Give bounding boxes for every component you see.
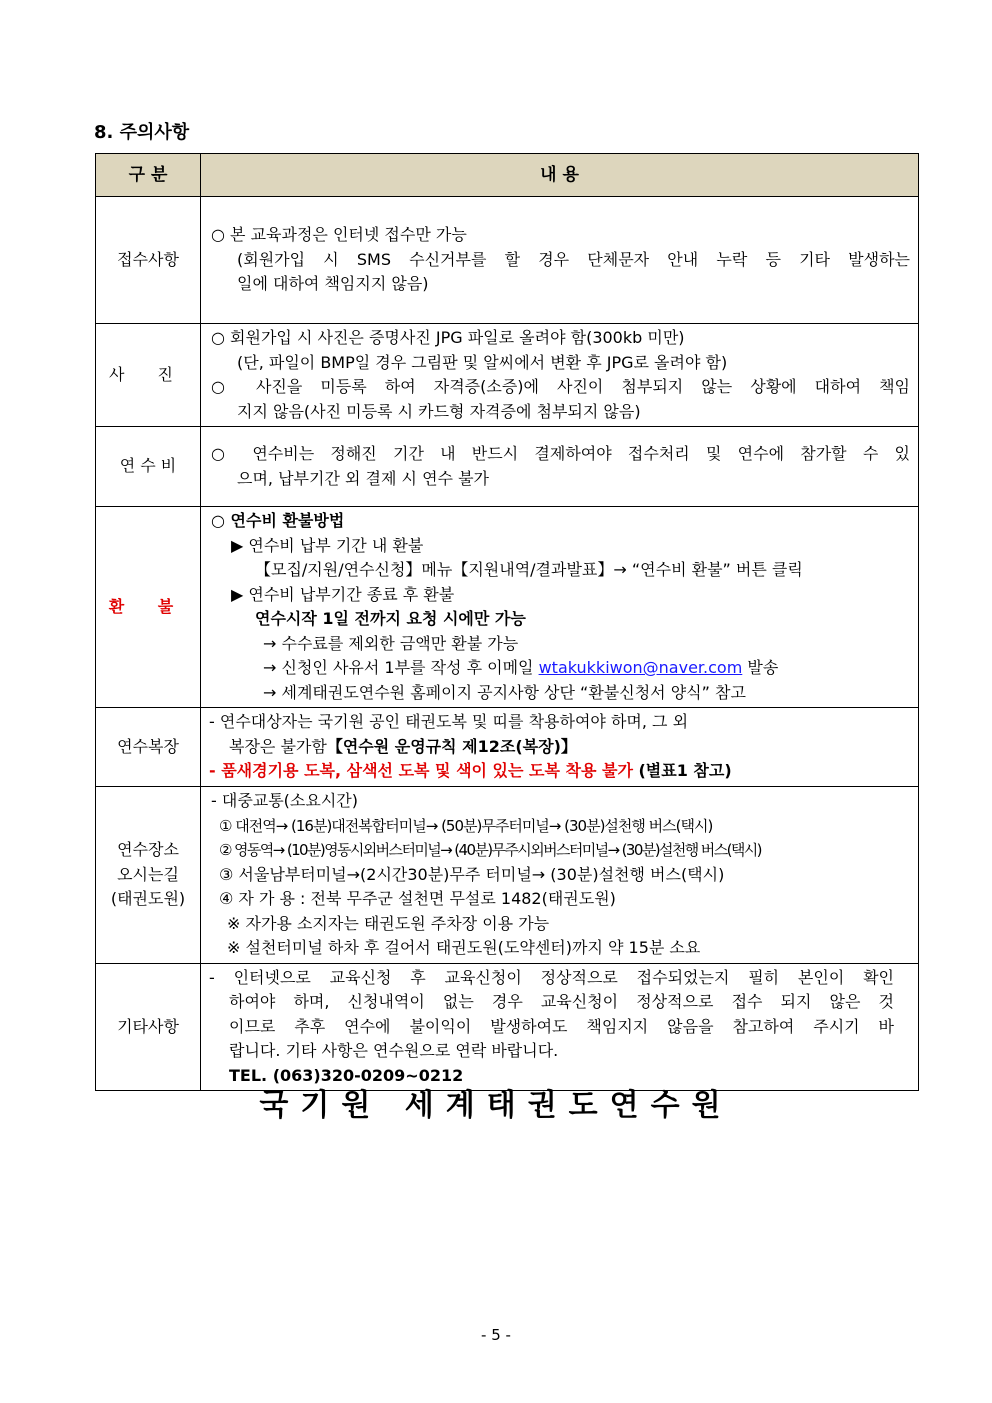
notice-table xyxy=(95,153,919,1091)
refund-item-2-c: → 세계태권도연수원 홈페이지 공지사항 상단 “환불신청서 양식” 참고 xyxy=(263,682,746,702)
content-line: ○ 회원가입 시 사진은 증명사진 JPG 파일로 올려야 함(300kb 미만) xyxy=(211,328,685,347)
directions-line: ② 영동역→ (10분)영동시외버스터미널→ (40분)무주시외버스터미널→ (30분)설천행 버스(택시) xyxy=(219,841,761,859)
table-row xyxy=(96,963,919,1091)
table-row xyxy=(96,427,919,507)
directions-line: - 대중교통(소요시간) xyxy=(211,791,358,810)
row-label-directions xyxy=(96,787,201,964)
content-line: ○ 본 교육과정은 인터넷 접수만 가능 xyxy=(211,225,467,245)
refund-item-1: ▶ 연수비 납부 기간 내 환불 xyxy=(231,535,424,555)
content-line: ○ 연수비는 정해진 기간 내 반드시 결제하여야 접수처리 및 연수에 참가할 수 있 xyxy=(211,444,910,463)
directions-label-line: 오시는길 xyxy=(117,864,179,884)
refund-item-2-a: → 수수료를 제외한 금액만 환불 가능 xyxy=(263,633,519,653)
refund-title: ○ 연수비 환불방법 xyxy=(211,511,345,530)
table-row xyxy=(96,324,919,427)
uniform-line-2-pre: 복장은 불가함 xyxy=(229,736,327,756)
table-row xyxy=(96,197,919,324)
row-label-fee: 연 수 비 xyxy=(96,427,201,507)
uniform-warning: 품새경기용 도복, 삼색선 도복 및 색이 있는 도복 착용 불가 xyxy=(221,761,633,781)
uniform-rule-ref: 【연수원 운영규칙 제12조(복장)】 xyxy=(326,736,577,756)
uniform-line-1: - 연수대상자는 국기원 공인 태권도복 및 띠를 착용하여야 하며, 그 외 xyxy=(209,712,689,732)
table-header-row xyxy=(96,154,919,197)
table-row xyxy=(96,787,919,964)
content-line: (단, 파일이 BMP일 경우 그림판 및 알씨에서 변환 후 JPG로 올려야 함) xyxy=(237,352,728,372)
refund-item-2-b-post: 발송 xyxy=(742,658,779,677)
content-line: 지지 않음(사진 미등록 시 카드형 자격증에 첨부되지 않음) xyxy=(237,401,641,421)
content-line: 일에 대하여 책임지지 않음) xyxy=(237,274,429,294)
header-content: 내 용 xyxy=(201,154,919,197)
uniform-line-3 xyxy=(209,759,910,784)
row-label-photo xyxy=(96,324,201,427)
row-content-photo xyxy=(201,324,919,427)
directions-line: ① 대전역→ (16분)대전복합터미널→ (50분)무주터미널→ (30분)설천행 버스(택시) xyxy=(219,816,713,835)
page-number: - 5 - xyxy=(481,1326,511,1344)
etc-line: 랍니다. 기타 사항은 연수원으로 연락 바랍니다. xyxy=(229,1041,559,1060)
row-label-etc: 기타사항 xyxy=(96,963,201,1091)
row-label-photo-text: 사 진 xyxy=(109,364,187,384)
content-line: 으며, 납부기간 외 결제 시 연수 불가 xyxy=(237,468,489,488)
row-content-etc xyxy=(201,963,919,1091)
refund-email-link[interactable]: wtakukkiwon@naver.com xyxy=(538,658,743,677)
directions-line: ③ 서울남부터미널→(2시간30분)무주 터미널→ (30분)설천행 버스(택시) xyxy=(219,864,725,884)
directions-line: ※ 자가용 소지자는 태권도원 주차장 이용 가능 xyxy=(227,913,550,933)
etc-tel: TEL. (063)320-0209~0212 xyxy=(229,1065,464,1085)
etc-line: 하여야 하며, 신청내역이 없는 경우 교육신청이 정상적으로 접수 되지 않은 것 xyxy=(229,992,894,1011)
row-label-refund-text: 환 불 xyxy=(108,596,188,616)
refund-item-2: ▶ 연수비 납부기간 종료 후 환불 xyxy=(231,584,455,604)
header-category: 구 분 xyxy=(96,154,201,197)
section-title: 8. 주의사항 xyxy=(94,122,190,143)
row-content-directions xyxy=(201,787,919,964)
row-content-reception xyxy=(201,197,919,324)
refund-item-2-condition: 연수시작 1일 전까지 요청 시에만 가능 xyxy=(255,609,526,628)
uniform-line-2 xyxy=(209,735,910,760)
row-label-reception: 접수사항 xyxy=(96,197,201,324)
row-content-fee xyxy=(201,427,919,507)
table-row xyxy=(96,507,919,708)
row-content-uniform xyxy=(201,708,919,787)
etc-line: 이므로 추후 연수에 불이익이 발생하여도 책임지지 않음을 참고하여 주시기 바 xyxy=(229,1016,894,1036)
row-label-uniform: 연수복장 xyxy=(96,708,201,787)
table-row xyxy=(96,708,919,787)
content-line: (회원가입 시 SMS 수신거부를 할 경우 단체문자 안내 누락 등 기타 발생하는 xyxy=(237,249,910,269)
etc-line: - 인터넷으로 교육신청 후 교육신청이 정상적으로 접수되었는지 필히 본인이 확인 xyxy=(209,967,894,987)
refund-item-1-detail: 【모집/지원/연수신청】메뉴【지원내역/결과발표】→ “연수비 환불” 버튼 클릭 xyxy=(255,560,803,579)
uniform-line-3-dash: - xyxy=(209,761,222,781)
uniform-appendix-ref: (별표1 참고) xyxy=(632,761,732,781)
directions-line: ④ 자 가 용 : 전북 무주군 설천면 무설로 1482(태권도원) xyxy=(219,889,616,908)
row-label-refund xyxy=(96,507,201,708)
organization-name: 국기원 세계태권도연수원 xyxy=(259,1088,733,1123)
directions-label-line: (태권도원) xyxy=(110,889,186,908)
content-line: ○ 사진을 미등록 하여 자격증(소증)에 사진이 첨부되지 않는 상황에 대하여 책임 xyxy=(211,377,910,396)
directions-label-line: 연수장소 xyxy=(117,840,179,859)
directions-line: ※ 설천터미널 하차 후 걸어서 태권도원(도약센터)까지 약 15분 소요 xyxy=(227,938,701,957)
refund-item-2-b-pre: → 신청인 사유서 1부를 작성 후 이메일 xyxy=(263,658,539,677)
row-content-refund xyxy=(201,507,919,708)
refund-item-2-b xyxy=(211,656,910,681)
